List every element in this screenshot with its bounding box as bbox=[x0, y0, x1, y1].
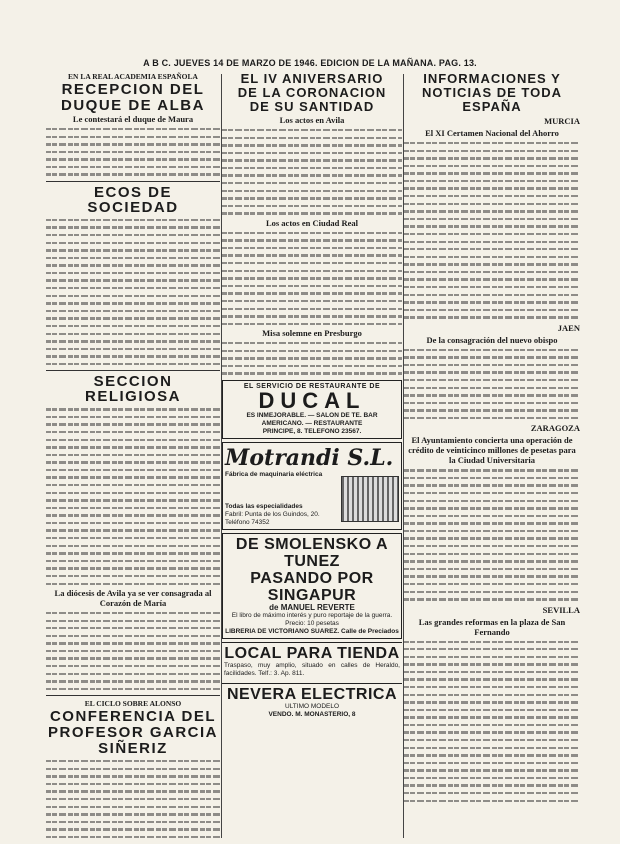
ad-nevera-title: NEVERA ELECTRICA bbox=[226, 685, 398, 703]
ad-libro-reverte bbox=[222, 533, 402, 639]
ad-libro-shop: LIBRERIA DE VICTORIANO SUAREZ. Calle de Preciados bbox=[225, 627, 399, 635]
headline-religiosa: SECCION RELIGIOSA bbox=[84, 373, 181, 406]
kicker-ciclo: EL CICLO SOBRE ALONSO bbox=[84, 699, 182, 709]
subheadline-avila: Los actos en Avila bbox=[279, 115, 345, 125]
headline-duque: DUQUE DE ALBA bbox=[61, 97, 205, 114]
ad-nevera-line2: VENDO. M. MONASTERIO, 8 bbox=[268, 710, 356, 718]
article-ciudad-real-body bbox=[222, 229, 402, 327]
ad-motrandi-line3: Fabril: Punta de los Guindos, 20. Teléfono 74352 bbox=[225, 510, 320, 526]
column-middle bbox=[222, 72, 402, 840]
ad-libro-author: de MANUEL REVERTE bbox=[269, 602, 355, 612]
ad-motrandi-line1: Fábrica de maquinaria eléctrica bbox=[225, 470, 323, 478]
article-zaragoza-body bbox=[404, 466, 580, 602]
ad-libro-desc: El libro de máximo interés y puro reportaje de la guerra. Precio: 10 pesetas bbox=[231, 611, 393, 627]
article-presburgo-body bbox=[222, 339, 402, 377]
headline-sineriz: SIÑERIZ bbox=[98, 740, 168, 758]
article-recepcion-body bbox=[46, 125, 220, 178]
article-murcia-body bbox=[404, 139, 580, 321]
headline-informaciones: INFORMACIONES Y bbox=[423, 72, 561, 86]
headline-aniversario: EL IV ANIVERSARIO bbox=[240, 72, 384, 86]
ad-nevera-line1: ULTIMO MODELO bbox=[284, 702, 340, 710]
ad-ducal-line2: ES INMEJORABLE. — SALON DE TE. BAR AMERICANO. — RESTAURANTE bbox=[246, 411, 378, 427]
headline-coronacion: DE LA CORONACION bbox=[237, 85, 387, 100]
place-zaragoza: ZARAGOZA bbox=[530, 423, 580, 434]
ad-motrandi-fineprint bbox=[225, 479, 337, 503]
ad-libro-title1: DE SMOLENSKO A TUNEZ bbox=[235, 535, 389, 570]
ad-ducal-line1: EL SERVICIO DE RESTAURANTE DE bbox=[243, 382, 381, 390]
ad-nevera bbox=[222, 683, 402, 721]
article-religiosa-body bbox=[46, 405, 220, 587]
headline-profesor: PROFESOR GARCIA bbox=[47, 724, 218, 742]
subheadline-ciudad-real: Los actos en Ciudad Real bbox=[265, 217, 359, 228]
headline-recepcion: RECEPCION DEL bbox=[61, 81, 205, 98]
column-right bbox=[404, 72, 580, 840]
ad-local-text: Traspaso, muy amplio, situado en calles de Heraldo, facilidades. Telf.: 3. Ap. 811. bbox=[224, 661, 400, 677]
headline-conferencia: CONFERENCIA DEL bbox=[49, 708, 217, 726]
ad-local-tienda bbox=[222, 642, 402, 680]
machine-illustration-icon bbox=[341, 476, 399, 522]
divider bbox=[46, 181, 220, 182]
place-sevilla: SEVILLA bbox=[542, 604, 580, 615]
subheadline-presburgo: Misa solemne en Presburgo bbox=[262, 328, 362, 339]
ad-motrandi-name: Motrandi S.L. bbox=[225, 444, 394, 471]
headline-espana: ESPAÑA bbox=[462, 99, 522, 114]
page-header: A B C. JUEVES 14 DE MARZO DE 1946. EDICION DE LA MAÑANA. PAG. 13. bbox=[143, 58, 477, 68]
ad-ducal-name: DUCAL bbox=[258, 387, 366, 413]
subheadline-reformas: Las grandes reformas en la plaza de San Fernando bbox=[418, 616, 566, 637]
ad-motrandi-line2: Todas las especialidades bbox=[225, 502, 303, 510]
subheadline-credito: El Ayuntamiento concierta una operación de crédito de veinticinco millones de pesetas para la Ciudad Universitaria bbox=[408, 435, 576, 466]
column-left bbox=[46, 72, 220, 840]
article-jaen-body bbox=[404, 346, 580, 422]
subheadline-ahorro: El XI Certamen Nacional del Ahorro bbox=[425, 128, 559, 138]
ad-motrandi bbox=[222, 442, 402, 530]
divider bbox=[46, 695, 220, 696]
headline-santidad: DE SU SANTIDAD bbox=[249, 99, 375, 114]
article-ecos-body bbox=[46, 216, 220, 367]
article-sevilla-body bbox=[404, 638, 580, 805]
article-conferencia-body bbox=[46, 757, 220, 840]
place-jaen: JAEN bbox=[557, 322, 580, 333]
subheadline-avila: La diócesis de Avila ya se ver consagrada al Corazón de María bbox=[54, 587, 212, 608]
ad-local-title: LOCAL PARA TIENDA bbox=[224, 644, 400, 662]
ad-libro-title2: PASANDO POR SINGAPUR bbox=[250, 569, 374, 604]
headline-ecos: ECOS DE SOCIEDAD bbox=[87, 183, 179, 216]
subheadline-maura: Le contestará el duque de Maura bbox=[72, 114, 194, 124]
article-avila-body bbox=[222, 126, 402, 217]
headline-noticias: NOTICIAS DE TODA bbox=[422, 85, 562, 100]
ad-ducal bbox=[222, 380, 402, 439]
article-avila-body bbox=[46, 609, 220, 692]
place-murcia: MURCIA bbox=[544, 116, 580, 126]
subheadline-obispo: De la consagración del nuevo obispo bbox=[426, 334, 558, 345]
kicker-academia: EN LA REAL ACADEMIA ESPAÑOLA bbox=[68, 72, 198, 81]
divider bbox=[46, 370, 220, 371]
ad-ducal-line3: PRINCIPE, 8. TELEFONO 23567. bbox=[262, 427, 362, 435]
